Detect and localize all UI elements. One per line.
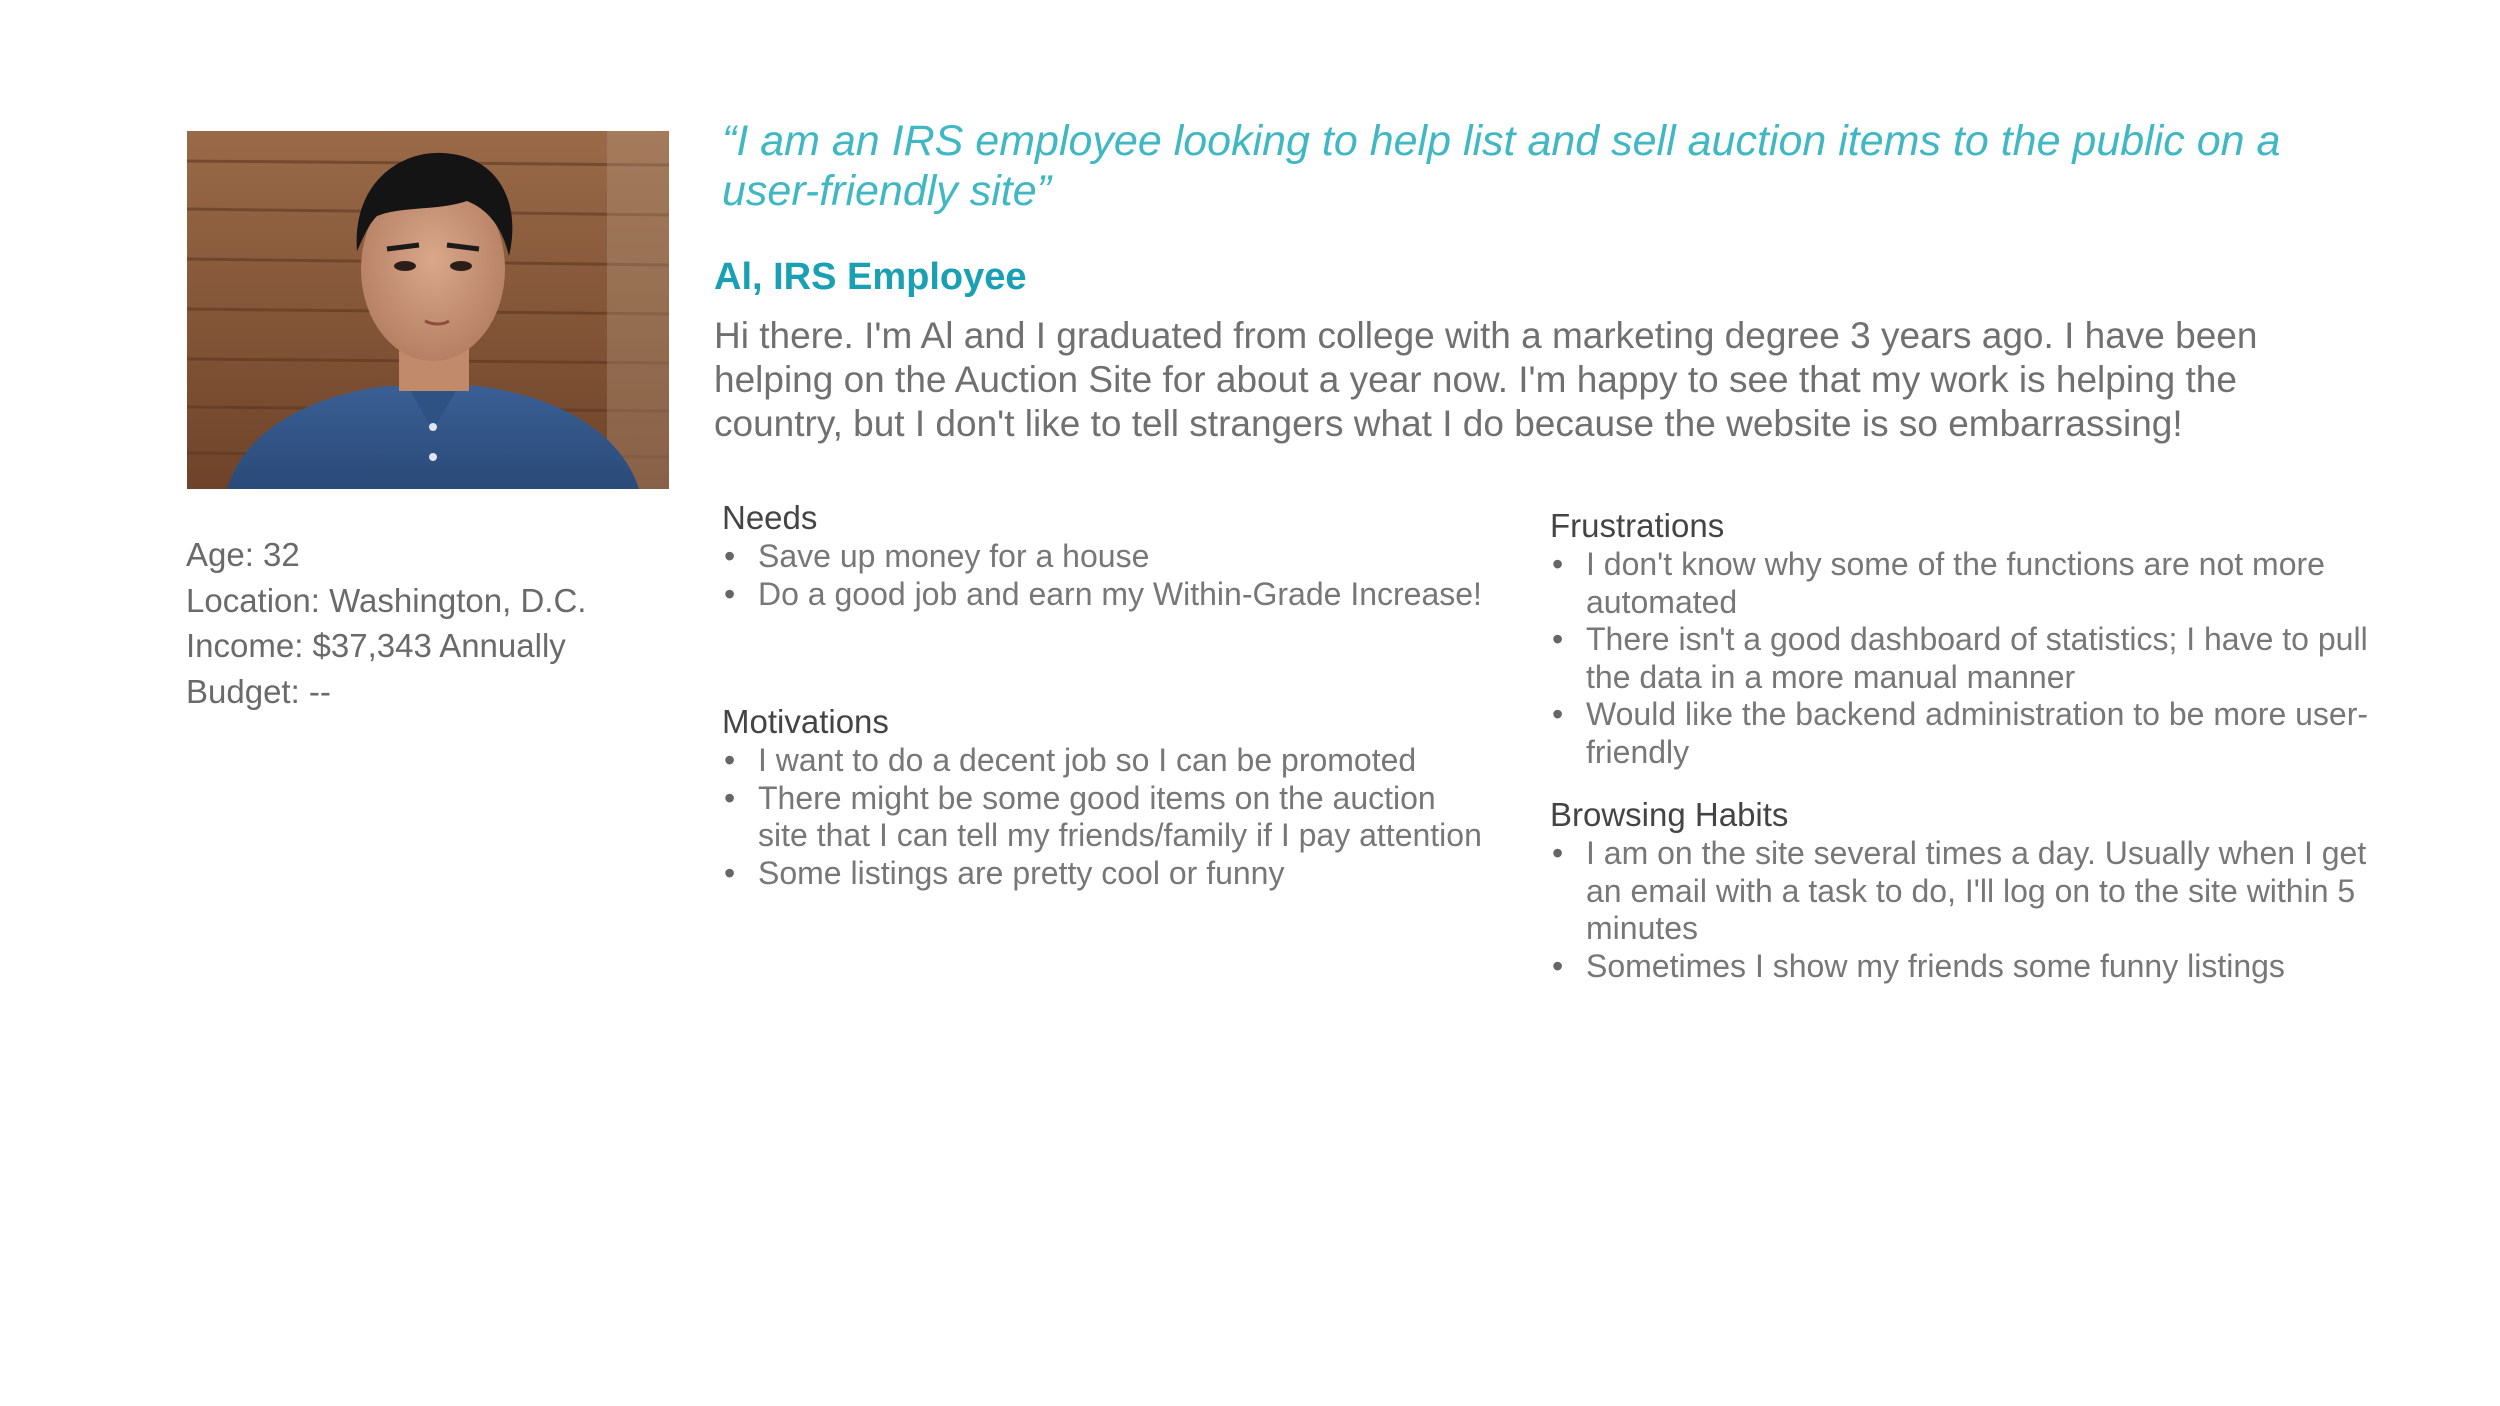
list-item-text: Do a good job and earn my Within-Grade Increase!: [758, 575, 1482, 612]
bullet-icon: •: [1552, 947, 1564, 984]
bullet-icon: •: [724, 742, 736, 778]
needs-section: [722, 498, 1482, 613]
age-text: Age: 32: [186, 536, 300, 573]
list-item: [1550, 948, 2410, 986]
income-text: Income: $37,343 Annually: [186, 627, 566, 664]
list-item: [722, 576, 1482, 614]
motivations-section: [722, 702, 1482, 892]
persona-photo: [187, 131, 669, 489]
list-item: [722, 780, 1482, 855]
persona-quote: “I am an IRS employee looking to help list and sell auction items to the public on a user-friendly site”: [722, 117, 2281, 215]
needs-heading: Needs: [722, 499, 818, 536]
list-item: [722, 538, 1482, 576]
list-item-text: I am on the site several times a day. Usually when I get an email with a task to do, I'll log on to the site within 5 minutes: [1586, 835, 2367, 946]
list-item-text: Would like the backend administration to be more user-friendly: [1586, 696, 2369, 770]
frustrations-heading: Frustrations: [1550, 507, 1725, 544]
demographics: [186, 532, 646, 714]
needs-list: [722, 538, 1482, 613]
persona-name: Al, IRS Employee: [714, 256, 1027, 298]
list-item-text: Save up money for a house: [758, 538, 1150, 574]
list-item-text: I want to do a decent job so I can be promoted: [758, 742, 1417, 778]
list-item-text: There isn't a good dashboard of statistics; I have to pull the data in a more manual manner: [1586, 621, 2368, 695]
frustrations-section: [1550, 506, 2410, 771]
bullet-icon: •: [1552, 835, 1564, 871]
list-item-text: I don't know why some of the functions are not more automated: [1586, 546, 2325, 620]
list-item: [1550, 835, 2410, 948]
location-text: Location: Washington, D.C.: [186, 581, 587, 619]
list-item: [722, 855, 1482, 893]
bullet-icon: •: [1552, 546, 1564, 582]
list-item: [1550, 546, 2410, 621]
persona-bio: Hi there. I'm Al and I graduated from college with a marketing degree 3 years ago. I have been helping on the Auction Site for about a year now. I'm happy to see that my work is helping the country, but I don't like to tell strangers what I do because the website is so embarrassing!: [714, 315, 2258, 444]
bullet-icon: •: [724, 575, 736, 612]
list-item: [1550, 696, 2410, 771]
motivations-heading: Motivations: [722, 703, 889, 740]
bullet-icon: •: [724, 854, 736, 891]
frustrations-list: [1550, 546, 2410, 771]
bullet-icon: •: [1552, 621, 1564, 657]
budget-text: Budget: --: [186, 672, 331, 710]
browsing-habits-section: [1550, 795, 2410, 985]
list-item-text: There might be some good items on the auction site that I can tell my friends/family if I pay attention: [758, 779, 1482, 853]
browsing-habits-list: [1550, 835, 2410, 985]
bullet-icon: •: [724, 779, 736, 816]
list-item-text: Sometimes I show my friends some funny listings: [1586, 947, 2285, 984]
list-item-text: Some listings are pretty cool or funny: [758, 854, 1285, 891]
browsing-habits-heading: Browsing Habits: [1550, 796, 1789, 833]
list-item: [722, 742, 1482, 780]
bullet-icon: •: [724, 538, 736, 574]
list-item: [1550, 621, 2410, 696]
bullet-icon: •: [1552, 696, 1564, 732]
motivations-list: [722, 742, 1482, 892]
